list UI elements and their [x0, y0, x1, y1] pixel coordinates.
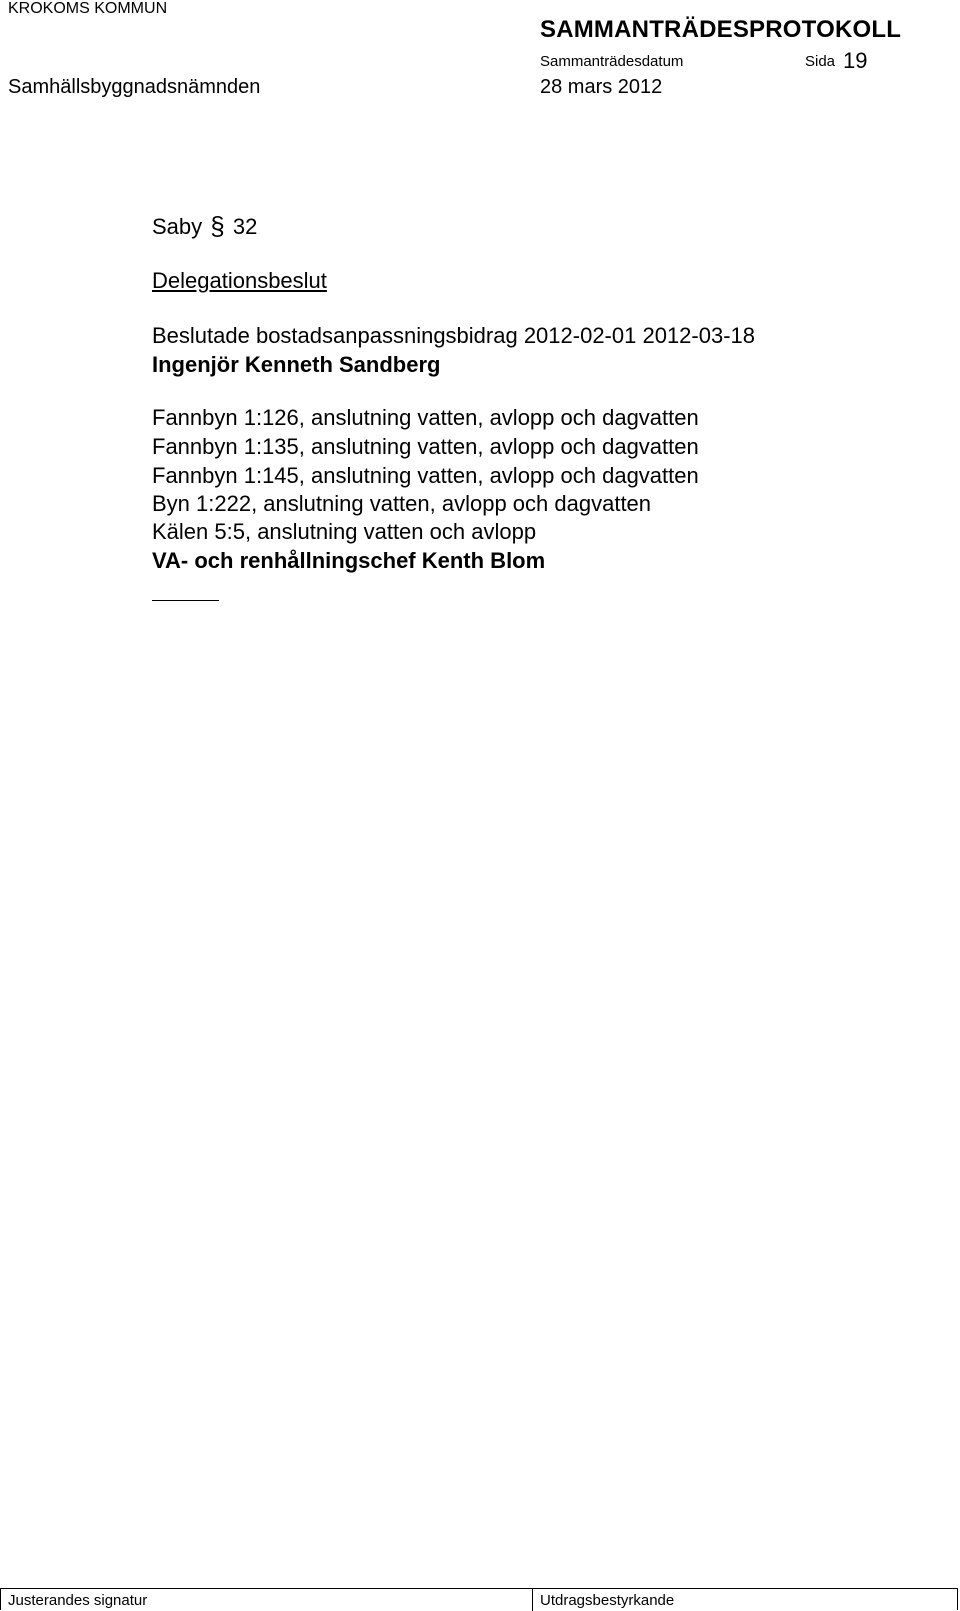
- body-line-3: Fannbyn 1:126, anslutning vatten, avlopp och dagvatten: [152, 405, 699, 430]
- body-line-1: Beslutade bostadsanpassningsbidrag 2012-02-01 2012-03-18: [152, 323, 756, 348]
- end-divider: [152, 600, 219, 601]
- page-number: 19: [843, 48, 868, 73]
- section-heading: [152, 210, 257, 241]
- organization-name: KROKOMS KOMMUN: [8, 0, 168, 17]
- meeting-date: 28 mars 2012: [540, 76, 663, 98]
- page-label: Sida: [805, 53, 836, 70]
- body-line-8: VA- och renhållningschef Kenth Blom: [152, 548, 546, 573]
- document-type-title: SAMMANTRÄDESPROTOKOLL: [540, 16, 902, 43]
- body-line-6: Byn 1:222, anslutning vatten, avlopp och dagvatten: [152, 491, 652, 516]
- footer-divider: [532, 1588, 533, 1611]
- section-name: Saby: [152, 214, 203, 239]
- body-line-7: Kälen 5:5, anslutning vatten och avlopp: [152, 519, 537, 544]
- section-subject: Delegationsbeslut: [152, 268, 327, 293]
- section-symbol: §: [210, 211, 225, 241]
- body-line-2: Ingenjör Kenneth Sandberg: [152, 352, 441, 377]
- body-line-5: Fannbyn 1:145, anslutning vatten, avlopp och dagvatten: [152, 463, 699, 488]
- meeting-date-label: Sammanträdesdatum: [540, 53, 684, 70]
- signature-label: Justerandes signatur: [8, 1592, 148, 1609]
- section-number: 32: [232, 214, 258, 239]
- body-line-4: Fannbyn 1:135, anslutning vatten, avlopp och dagvatten: [152, 434, 699, 459]
- committee-name: Samhällsbyggnadsnämnden: [8, 76, 261, 98]
- extract-label: Utdragsbestyrkande: [540, 1592, 675, 1609]
